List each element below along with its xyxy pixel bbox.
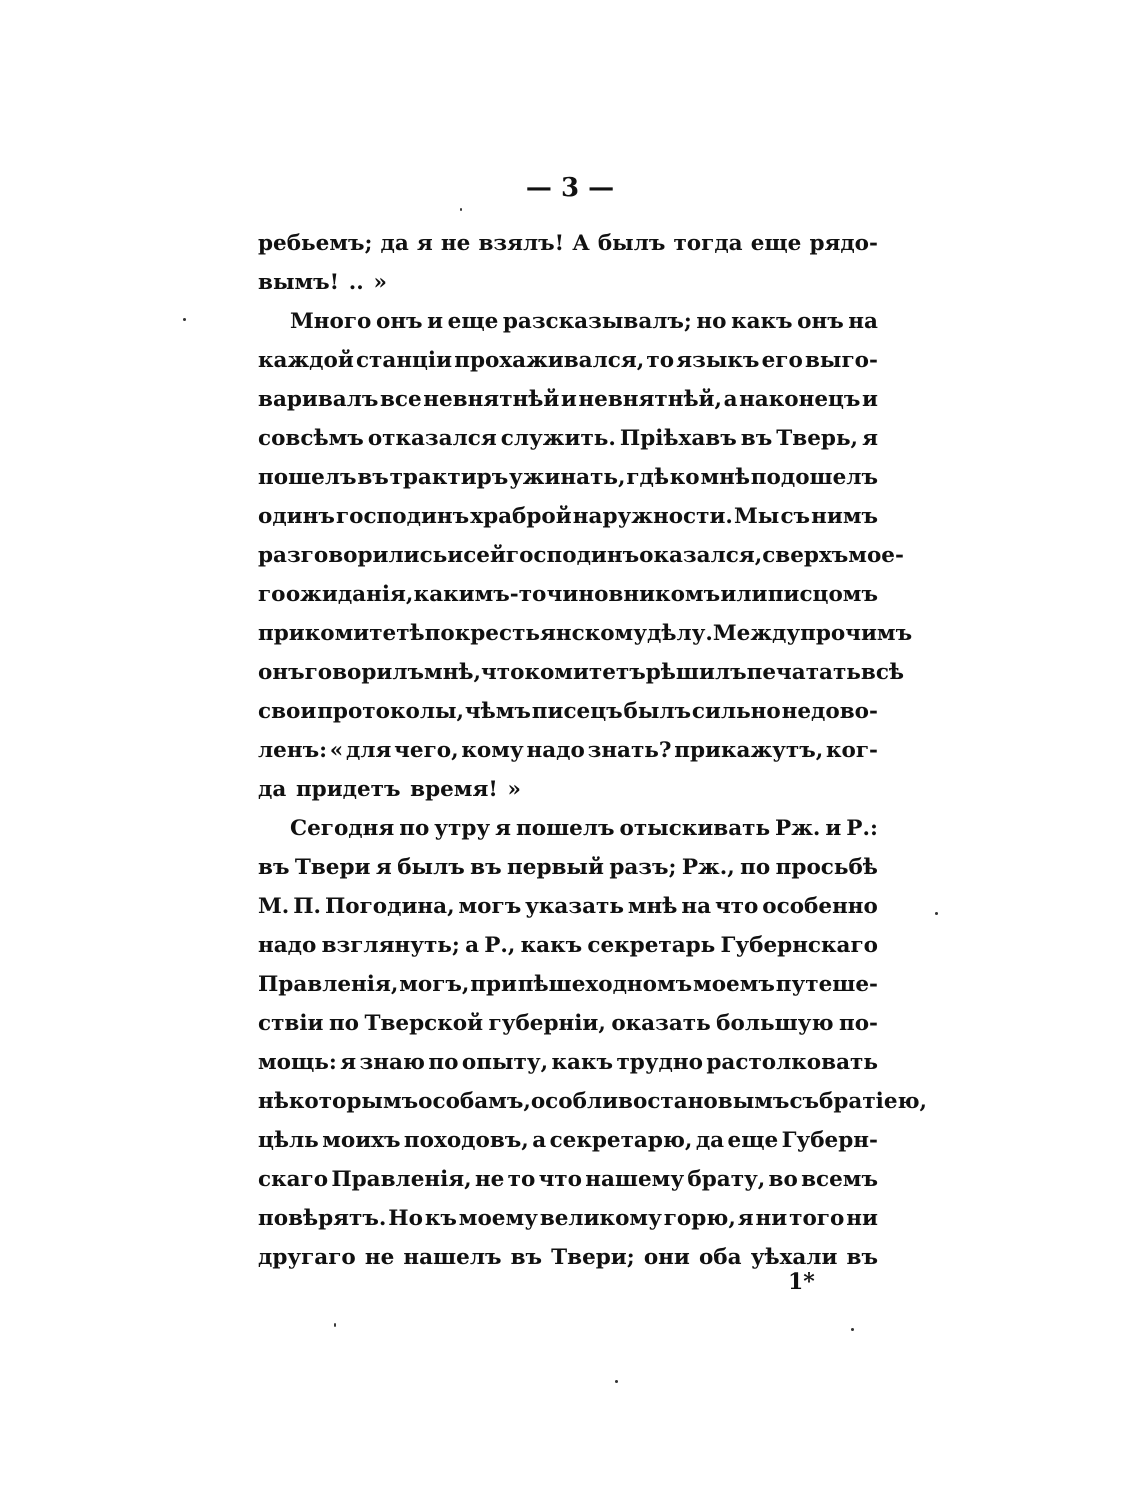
word: по: [740, 855, 771, 880]
word: уѣхали: [750, 1245, 838, 1270]
word: моему: [458, 1206, 538, 1231]
text-line: [258, 887, 878, 926]
scan-speck: [460, 208, 462, 211]
word: что: [538, 1167, 582, 1192]
word: наконецъ: [739, 387, 861, 412]
word: въ: [846, 1245, 878, 1270]
word: съ: [789, 1089, 820, 1114]
word: секретарю,: [549, 1128, 693, 1153]
word: то: [646, 348, 675, 373]
word: но: [696, 309, 727, 334]
word: языкъ: [676, 348, 760, 373]
word: Губернскаго: [720, 933, 878, 958]
word: былъ: [397, 855, 465, 880]
word: цѣль: [258, 1128, 319, 1153]
word: придетъ: [295, 777, 401, 802]
word: на: [681, 894, 711, 919]
word: онъ: [258, 660, 305, 685]
word: да: [258, 777, 287, 802]
word: надо: [526, 738, 585, 763]
word: они: [643, 1245, 690, 1270]
word: становымъ: [647, 1089, 790, 1114]
word: Рж.: [775, 816, 821, 841]
word: »: [373, 270, 387, 295]
word: чѣмъ: [464, 699, 531, 724]
printer-signature-mark: 1*: [788, 1269, 815, 1295]
word: Губерн-: [781, 1128, 878, 1153]
word: пѣшеходномъ: [517, 972, 693, 997]
word: «: [329, 738, 344, 763]
word: нимъ: [811, 504, 878, 529]
word: я: [375, 855, 392, 880]
word: оказался,: [639, 543, 763, 568]
word: нѣкоторымъ: [258, 1089, 419, 1114]
word: то: [507, 1167, 536, 1192]
word: горю,: [663, 1206, 736, 1231]
word: и: [427, 309, 444, 334]
body-text: [258, 224, 928, 1277]
word: не: [364, 1245, 395, 1270]
word: господинъ: [505, 543, 640, 568]
word: невнятнѣй: [423, 387, 560, 412]
word: какъ: [731, 309, 793, 334]
word: знать?: [587, 738, 672, 763]
word: сильно: [691, 699, 781, 724]
word: я: [495, 816, 512, 841]
word: я: [737, 1206, 754, 1231]
word: того: [789, 1206, 845, 1231]
word: или: [720, 582, 768, 607]
word: станціи: [355, 348, 453, 373]
word: комитетѣ: [304, 621, 425, 646]
word: варивалъ: [258, 387, 379, 412]
word: наружности.: [572, 504, 733, 529]
word: на: [848, 309, 878, 334]
word: надо: [258, 933, 317, 958]
word: тогда: [673, 231, 743, 256]
text-line: [258, 497, 878, 536]
word: сверхъ: [762, 543, 849, 568]
word: все: [379, 387, 422, 412]
word: совсѣмъ: [258, 426, 364, 451]
text-line: [258, 965, 878, 1004]
word: ког-: [826, 738, 878, 763]
text-line: [258, 809, 878, 848]
word: я: [416, 231, 433, 256]
word: ни: [846, 1206, 878, 1231]
text-line: [258, 1043, 878, 1082]
word: знаю: [359, 1050, 425, 1075]
word: моемъ: [693, 972, 775, 997]
word: отказался: [367, 426, 497, 451]
word: опыту,: [461, 1050, 549, 1075]
word: по-: [838, 1011, 878, 1036]
word: повѣрятъ.: [258, 1206, 387, 1231]
word: ко: [669, 465, 700, 490]
word: что: [714, 894, 759, 919]
word: другаго: [258, 1245, 356, 1270]
word: особенно: [762, 894, 878, 919]
text-line: [258, 770, 878, 809]
word: невнятнѣй,: [578, 387, 722, 412]
word: подошелъ: [750, 465, 878, 490]
word: взглянуть;: [321, 933, 460, 958]
text-line: [258, 1199, 878, 1238]
scan-speck: [935, 912, 938, 915]
scan-speck: [334, 1323, 336, 1327]
word: какъ: [520, 933, 583, 958]
word: его: [761, 348, 803, 373]
word: не: [440, 231, 471, 256]
word: Но: [388, 1206, 423, 1231]
word: по: [428, 1050, 459, 1075]
word: Пріѣхавъ: [619, 426, 737, 451]
word: протоколы,: [317, 699, 465, 724]
word: крестьянскому: [454, 621, 647, 646]
word: ленъ:: [258, 738, 328, 763]
word: брату,: [687, 1167, 766, 1192]
word: по: [328, 1011, 360, 1036]
word: въ: [470, 855, 502, 880]
word: Твери;: [551, 1245, 635, 1270]
word: путеше-: [775, 972, 878, 997]
word: трактиръ: [389, 465, 509, 490]
word: рѣшилъ: [645, 660, 747, 685]
word: мнѣ,: [424, 660, 482, 685]
word: одинъ: [258, 504, 335, 529]
text-line: [258, 1004, 878, 1043]
word: трудно: [616, 1050, 703, 1075]
word: храброй: [470, 504, 572, 529]
word: не: [474, 1167, 505, 1192]
word: мнѣ: [627, 894, 678, 919]
word: скаго: [258, 1167, 329, 1192]
word: еще: [727, 1128, 779, 1153]
word: съ: [780, 504, 811, 529]
word: го: [258, 582, 286, 607]
word: Мы: [734, 504, 780, 529]
word: онъ: [797, 309, 844, 334]
word: господинъ: [335, 504, 470, 529]
word: М.: [258, 894, 290, 919]
word: былъ: [623, 699, 692, 724]
word: въ: [258, 855, 290, 880]
word: Р.:: [846, 816, 878, 841]
word: ..: [348, 270, 364, 295]
word: въ: [357, 465, 389, 490]
word: могъ: [458, 894, 522, 919]
text-line: [258, 614, 913, 653]
word: а: [532, 1128, 547, 1153]
text-line: [258, 1121, 878, 1160]
word: рядо-: [809, 231, 878, 256]
word: Между: [712, 621, 801, 646]
text-line: [258, 1160, 878, 1199]
text-line: [258, 692, 878, 731]
word: при: [258, 621, 305, 646]
word: я: [340, 1050, 357, 1075]
word: »: [507, 777, 521, 802]
text-line: [258, 224, 878, 263]
word: взялъ!: [478, 231, 565, 256]
word: а: [465, 933, 480, 958]
word: пошелъ: [258, 465, 357, 490]
word: прикажутъ,: [674, 738, 824, 763]
word: первый: [507, 855, 604, 880]
word: ни: [755, 1206, 788, 1231]
word: къ: [424, 1206, 457, 1231]
word: свои: [258, 699, 317, 724]
word: Твери: [294, 855, 371, 880]
word: дѣлу.: [647, 621, 713, 646]
word: П.: [293, 894, 322, 919]
word: разговорились: [258, 543, 448, 568]
word: по: [424, 621, 455, 646]
word: еще: [750, 231, 802, 256]
word: отыскивать: [619, 816, 771, 841]
word: во: [768, 1167, 798, 1192]
word: Правленія,: [331, 1167, 472, 1192]
text-line: [258, 575, 878, 614]
word: что: [481, 660, 525, 685]
word: печатать: [746, 660, 861, 685]
word: великому: [539, 1206, 662, 1231]
word: онъ: [375, 309, 423, 334]
word: губерніи,: [488, 1011, 606, 1036]
word: еще: [447, 309, 499, 334]
word: могъ,: [399, 972, 470, 997]
text-line: [258, 419, 878, 458]
scan-speck: [183, 318, 186, 321]
text-line: [258, 380, 878, 419]
word: Р.,: [484, 933, 516, 958]
word: большую: [716, 1011, 834, 1036]
text-line: [258, 926, 878, 965]
word: да: [695, 1128, 725, 1153]
page-number: — 3 —: [525, 173, 615, 203]
word: нашему: [585, 1167, 685, 1192]
word: писцомъ: [767, 582, 878, 607]
word: Тверской: [364, 1011, 484, 1036]
word: прохаживался,: [454, 348, 645, 373]
word: Сегодня: [290, 816, 395, 841]
scan-speck: [615, 1380, 618, 1383]
word: пошелъ: [516, 816, 615, 841]
word: разъ;: [609, 855, 677, 880]
word: выго-: [804, 348, 878, 373]
word: походовъ,: [403, 1128, 529, 1153]
word: по: [399, 816, 430, 841]
word: Рж.,: [681, 855, 735, 880]
word: просьбѣ: [775, 855, 878, 880]
word: да: [380, 231, 409, 256]
word: ствіи: [258, 1011, 324, 1036]
text-line: [258, 731, 878, 770]
word: и: [861, 387, 878, 412]
word: кому: [461, 738, 524, 763]
word: для: [346, 738, 392, 763]
word: я: [862, 426, 878, 451]
word: растолковать: [706, 1050, 878, 1075]
word: и: [825, 816, 842, 841]
word: оба: [698, 1245, 742, 1270]
word: Много: [290, 309, 372, 334]
text-line: [258, 653, 905, 692]
word: ужинать,: [509, 465, 626, 490]
word: гдѣ: [626, 465, 669, 490]
word: особамъ,: [418, 1089, 531, 1114]
word: утру: [434, 816, 491, 841]
word: прочимъ: [800, 621, 913, 646]
scan-speck: [851, 1328, 854, 1331]
word: Тверь,: [776, 426, 859, 451]
word: комитетъ: [524, 660, 646, 685]
word: время!: [410, 777, 498, 802]
text-line: [258, 1238, 878, 1277]
text-line: [258, 1082, 928, 1121]
word: въ: [740, 426, 773, 451]
word: ребьемъ;: [258, 231, 373, 256]
word: недово-: [781, 699, 878, 724]
word: всемъ: [801, 1167, 878, 1192]
word: моихъ: [322, 1128, 401, 1153]
word: при: [470, 972, 517, 997]
word: въ: [510, 1245, 543, 1270]
word: всѣ: [860, 660, 905, 685]
word: Правленія,: [258, 972, 399, 997]
word: указать: [525, 894, 624, 919]
word: былъ: [597, 231, 666, 256]
text-line: [258, 263, 878, 302]
word: моe-: [848, 543, 904, 568]
word: какъ: [551, 1050, 614, 1075]
word: мнѣ: [700, 465, 750, 490]
text-line: [258, 341, 878, 380]
text-line: [258, 302, 878, 341]
word: нашелъ: [403, 1245, 502, 1270]
word: служить.: [500, 426, 616, 451]
text-line: [258, 458, 878, 497]
word: чиновникомъ: [546, 582, 721, 607]
word: вымъ!: [258, 270, 340, 295]
word: ожиданія,: [285, 582, 414, 607]
word: разсказывалъ;: [502, 309, 692, 334]
word: какимъ-то: [413, 582, 547, 607]
text-line: [258, 536, 904, 575]
word: сей: [463, 543, 506, 568]
word: мощь:: [258, 1050, 337, 1075]
word: и: [560, 387, 577, 412]
word: каждой: [258, 348, 354, 373]
word: Погодина,: [324, 894, 455, 919]
word: а: [723, 387, 738, 412]
word: особливо: [530, 1089, 648, 1114]
word: А: [572, 231, 590, 256]
text-line: [258, 848, 878, 887]
word: и: [447, 543, 464, 568]
word: писецъ: [531, 699, 623, 724]
word: оказать: [611, 1011, 711, 1036]
word: братіею,: [819, 1089, 928, 1114]
word: говорилъ: [304, 660, 425, 685]
word: секретарь: [587, 933, 716, 958]
word: чего,: [394, 738, 459, 763]
